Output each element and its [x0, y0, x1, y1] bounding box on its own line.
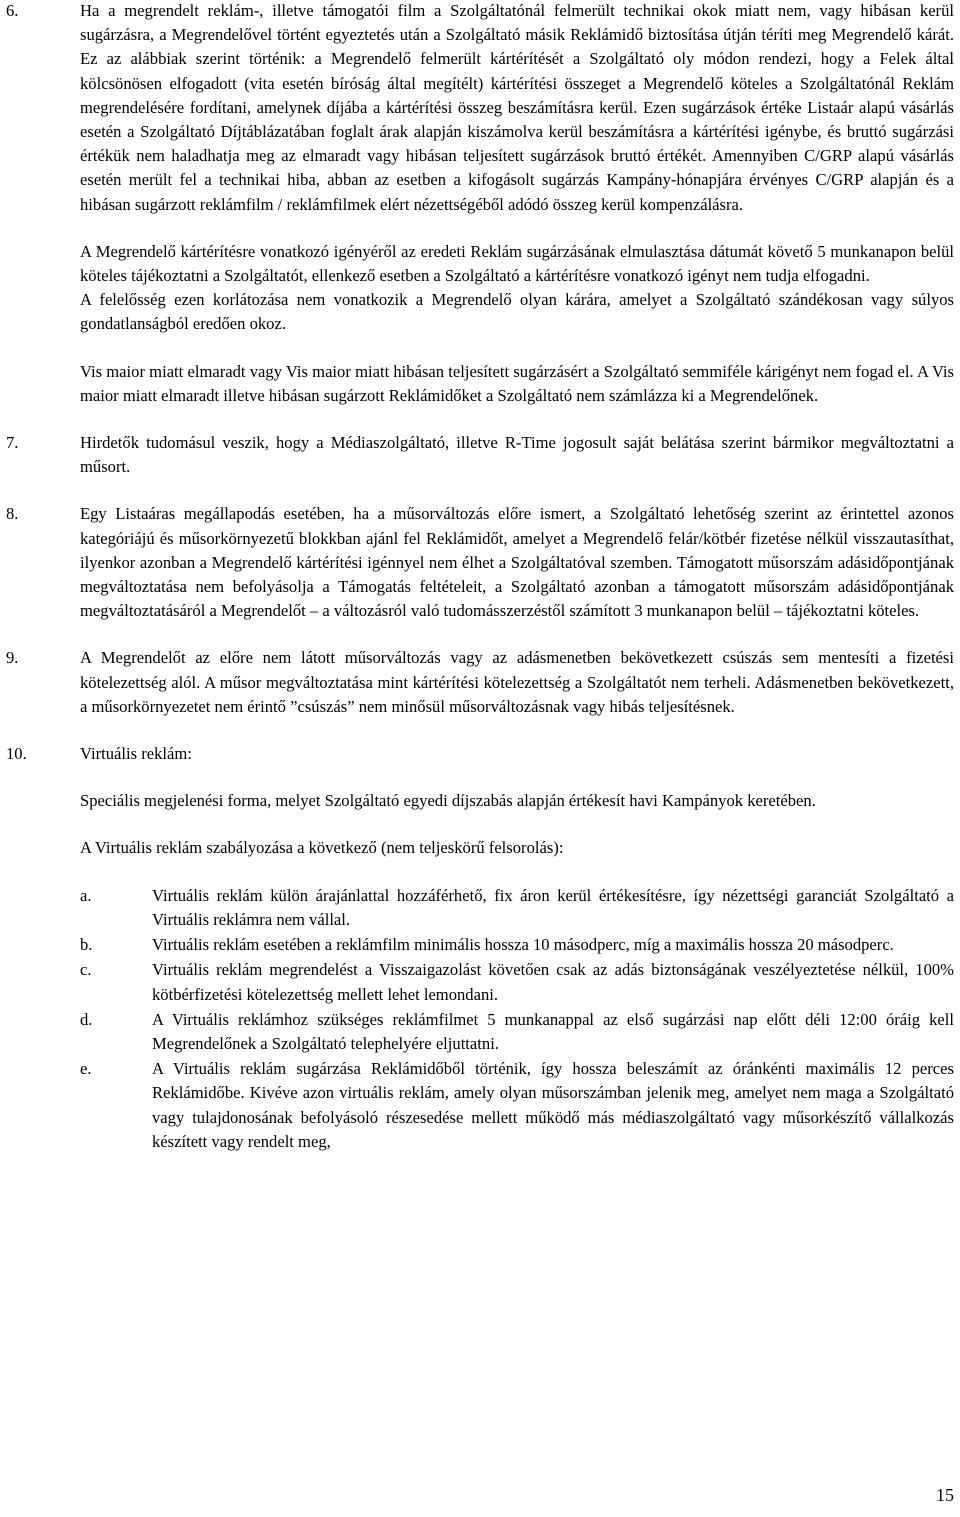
- paragraph: A Megrendelő kártérítésre vonatkozó igényéről az eredeti Reklám sugárzásának elmulasztása dátumát követő 5 munkanapon belül köteles tájékoztatni a Szolgáltatót, ellenkező esetben a Szolgáltató a kártérítésre vonatkozó igényt nem tudja elfogadni.: [80, 241, 954, 286]
- list-item: [80, 933, 954, 957]
- section-10: [0, 742, 960, 1154]
- section-7: [0, 431, 960, 479]
- rules-list: [80, 884, 954, 1154]
- list-item: [80, 958, 954, 1006]
- list-item: [80, 1008, 954, 1056]
- section-6: [0, 0, 960, 408]
- section-body: [80, 0, 954, 408]
- list-item-letter: b.: [80, 935, 93, 955]
- list-item-text: A Virtuális reklám sugárzása Reklámidőből történik, így hossza beleszámít az óránkénti maximális 12 perces Reklámidőbe. Kivéve azon virtuális reklám, amely olyan műsorszámban jelenik meg, amelyet nem maga a Szolgáltató vagy tulajdonosának befolyásoló részesedése mellett működő más médiaszolgáltató vagy műsorkészítő vállalkozás készített vagy rendelt meg,: [152, 1059, 954, 1151]
- list-item-text: A Virtuális reklámhoz szükséges reklámfilmet 5 munkanappal az első sugárzási nap előtt déli 12:00 óráig kell Megrendelőnek a Szolgáltató telephelyére eljuttatni.: [152, 1009, 954, 1053]
- section-title: Virtuális reklám:: [80, 744, 192, 764]
- section-number: 10.: [6, 744, 27, 764]
- section-number: 7.: [6, 433, 19, 453]
- section-intro: Speciális megjelenési forma, melyet Szolgáltató egyedi díjszabás alapján értékesít havi Kampányok keretében.: [80, 791, 816, 811]
- section-body: Hirdetők tudomásul veszik, hogy a Médiaszolgáltató, illetve R-Time jogosult saját belátása szerint bármikor megváltoztatni a műsort.: [80, 433, 954, 477]
- section-body: Egy Listaáras megállapodás esetében, ha a műsorváltozás előre ismert, a Szolgáltató lehetőség szerint az érintettel azonos kategóriájú és műsorkörnyezetű blokkban ajánl fel Reklámidőt, amelyet a Megrendelő felár/kötbér fizetése nélkül visszautasíthat, ilyenkor azonban a Megrendelő kártérítési igénnyel nem élhet a Szolgáltatóval szemben. Támogatott műsorszám adásidőpontjának megváltoztatása nem befolyásolja a Támogatás feltételeit, a Szolgáltató azonban a támogatott műsorszám adásidőpontjának megváltoztatásáról a Megrendelőt – a változásról való tudomásszerzéstől számított 3 munkanapon belül – tájékoztatni köteles.: [80, 504, 954, 621]
- section-number: 8.: [6, 504, 19, 524]
- list-item-letter: c.: [80, 960, 92, 980]
- list-item-text: Virtuális reklám esetében a reklámfilm minimális hossza 10 másodperc, míg a maximális hossza 20 másodperc.: [152, 935, 894, 955]
- list-item-text: Virtuális reklám megrendelést a Visszaigazolást követően csak az adás biztonságának veszélyeztetése nélkül, 100% kötbérfizetési kötelezettség mellett lehet lemondani.: [152, 960, 954, 1004]
- list-item: [80, 1057, 954, 1154]
- paragraph: A felelősség ezen korlátozása nem vonatkozik a Megrendelő olyan kárára, amelyet a Szolgáltató szándékosan vagy súlyos gondatlanságból eredően okoz.: [80, 290, 954, 334]
- section-body: A Megrendelőt az előre nem látott műsorváltozás vagy az adásmenetben bekövetkezett csúszás sem mentesíti a fizetési kötelezettség alól. A műsor megváltoztatása mint kártérítési kötelezettség a Szolgáltatót nem terheli. Adásmenetben bekövetkezett, a műsorkörnyezetet nem érintő ”csúszás” nem minősül műsorváltozásnak vagy hibás teljesítésnek.: [80, 648, 954, 716]
- list-item-letter: e.: [80, 1059, 92, 1079]
- paragraph: Vis maior miatt elmaradt vagy Vis maior miatt hibásan teljesített sugárzásért a Szolgáltató semmiféle kárigényt nem fogad el. A Vis maior miatt elmaradt illetve hibásan sugárzott Reklámidőket a Szolgáltató nem számlázza ki a Megrendelőnek.: [80, 361, 954, 405]
- list-item-letter: a.: [80, 885, 92, 905]
- page-number: 15: [936, 1484, 954, 1505]
- section-9: [0, 646, 960, 719]
- section-8: [0, 502, 960, 623]
- rules-heading: A Virtuális reklám szabályozása a következő (nem teljeskörű felsorolás):: [80, 838, 564, 858]
- list-item-text: Virtuális reklám külön árajánlattal hozzáférhető, fix áron kerül értékesítésre, így nézettségi garanciát Szolgáltató a Virtuális reklámra nem vállal.: [152, 885, 954, 929]
- paragraph: Ha a megrendelt reklám-, illetve támogatói film a Szolgáltatónál felmerült technikai okok miatt nem, vagy hibásan kerül sugárzásra, a Megrendelővel történt egyeztetés után a Szolgáltató másik Reklámidő biztosítása útján téríti meg Megrendelő kárát. Ez az alábbiak szerint történik: a Megrendelő felmerült kártérítését a Szolgáltató oly módon rendezi, hogy a Felek által kölcsönösen elfogadott (vita esetén bíróság által megítélt) kártérítési összeget a Megrendelő köteles a Szolgáltatónál Reklám megrendelésére fordítani, amelynek díjába a kártérítési összeg beszámításra kerül. Ezen sugárzások értéke Listaár alapú vásárlás esetén a Szolgáltató Díjtáblázatában foglalt árak alapján kiszámolva kerül beszámításra a kártérítési igénybe, és bruttó sugárzási értékük nem haladhatja meg az elmaradt vagy hibásan teljesített sugárzások bruttó értékét. Amennyiben C/GRP alapú vásárlás esetén merült fel a technikai hiba, abban az esetben a kifogásolt sugárzás Kampány-hónapjára érvényes C/GRP alapján és a hibásan sugárzott reklámfilm / reklámfilmek elért nézettségéből adódó összeg kerül kompenzálásra.: [80, 1, 954, 214]
- section-number: 6.: [6, 1, 19, 20]
- list-item: [80, 884, 954, 932]
- list-item-letter: d.: [80, 1009, 93, 1029]
- section-number: 9.: [6, 648, 19, 668]
